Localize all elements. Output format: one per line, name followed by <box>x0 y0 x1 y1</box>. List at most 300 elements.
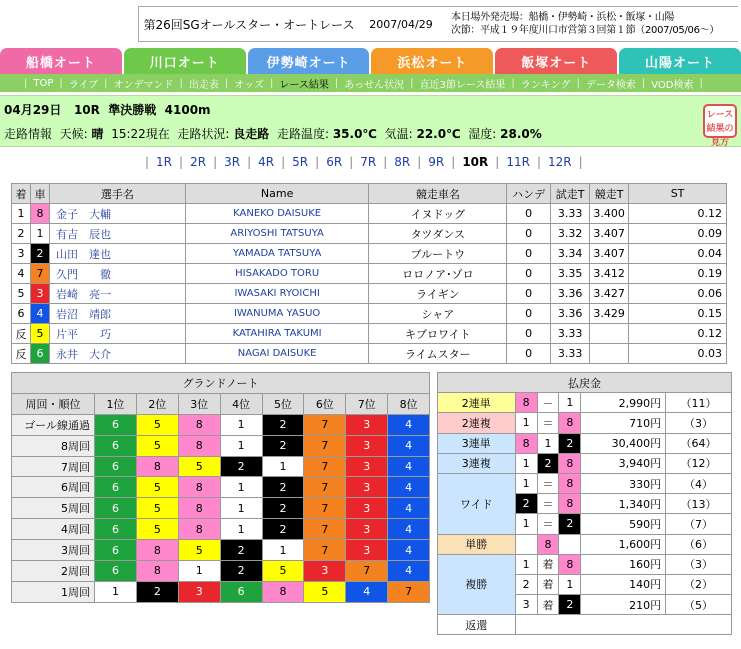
payout-combo-first <box>515 534 537 554</box>
payout-combo-car: 1 <box>559 393 581 413</box>
nav-item-8[interactable]: 直近3節レース結果 <box>419 79 506 91</box>
payout-amount: 30,400円 <box>581 433 666 453</box>
lap-position-car: 5 <box>136 435 178 456</box>
bike-name: タツダンス <box>369 224 507 244</box>
race-link-6R[interactable]: 6R <box>326 155 343 169</box>
bet-type: 単勝 <box>438 534 516 554</box>
hum-label: 湿度: <box>468 127 497 141</box>
cond-time: 15:22現在 <box>111 127 170 141</box>
tab-track-4[interactable]: 浜松オート <box>371 48 493 74</box>
entry-row <box>12 304 727 324</box>
payout-refund-cells <box>515 615 731 635</box>
trial-time: 3.33 <box>551 344 590 364</box>
lap-position-car: 4 <box>388 477 430 498</box>
payout-popularity: （3） <box>666 413 732 433</box>
handicap: 0 <box>507 244 551 264</box>
grand-note-row <box>12 414 430 435</box>
lap-position-car: 5 <box>136 498 178 519</box>
payout-combo-first: 2 <box>515 574 537 594</box>
lap-position-car: 8 <box>178 414 220 435</box>
lap-position-car: 7 <box>346 561 388 582</box>
trial-time: 3.34 <box>551 244 590 264</box>
race-time: 3.407 <box>590 244 629 264</box>
grand-note-row <box>12 540 430 561</box>
payout-combo-car: 2 <box>559 595 581 615</box>
payout-row <box>438 453 732 473</box>
race-link-separator: | <box>179 155 184 169</box>
payout-combo-car: 8 <box>559 413 581 433</box>
payout-amount: 710円 <box>581 413 666 433</box>
header-notice <box>443 11 738 37</box>
tab-track-5[interactable]: 飯塚オート <box>495 48 617 74</box>
payout-row <box>438 433 732 453</box>
lap-position-car: 8 <box>262 581 304 602</box>
trial-time: 3.33 <box>551 324 590 344</box>
start-timing: 0.09 <box>629 224 727 244</box>
car-number: 7 <box>30 264 49 284</box>
nav-separator: | <box>576 77 580 89</box>
payout-combo-sep: ＝ <box>537 413 559 433</box>
lap-position-car: 8 <box>178 435 220 456</box>
race-distance: 4100m <box>164 103 211 117</box>
nav-item-3[interactable]: オンデマンド <box>113 79 174 91</box>
entries-table <box>11 183 727 364</box>
entries-header: ST <box>629 184 727 204</box>
racer-name[interactable]: 久門 徹 <box>49 264 185 284</box>
result-guide-button[interactable]: レース結果の見方 <box>703 104 737 138</box>
nav-separator: | <box>59 77 63 89</box>
payout-combo-car: 2 <box>559 514 581 534</box>
grand-note-header: 5位 <box>262 393 304 414</box>
lap-position-car: 2 <box>262 498 304 519</box>
lap-position-car: 3 <box>346 519 388 540</box>
notice-next: 次節：平成１９年度川口市営第３回第１節（2007/05/06～） <box>451 25 720 36</box>
payout-combo-car: 1 <box>537 433 559 453</box>
payout-amount: 160円 <box>581 554 666 574</box>
race-link-3R[interactable]: 3R <box>224 155 241 169</box>
nav-item-9[interactable]: ランキング <box>520 79 571 91</box>
air-value: 22.0℃ <box>416 127 461 141</box>
payout-amount: 210円 <box>581 595 666 615</box>
racer-name[interactable]: 岩崎 亮一 <box>49 284 185 304</box>
lap-position-car: 7 <box>304 519 346 540</box>
nav-item-5[interactable]: オッズ <box>234 79 264 91</box>
handicap: 0 <box>507 204 551 224</box>
lap-position-car: 8 <box>178 477 220 498</box>
bet-type: 2連単 <box>438 393 516 413</box>
racer-name[interactable]: 岩沼 靖郎 <box>49 304 185 324</box>
grand-note-row <box>12 435 430 456</box>
entries-header: 車 <box>30 184 49 204</box>
start-timing: 0.19 <box>629 264 727 284</box>
grand-note-header: 8位 <box>388 393 430 414</box>
grand-note-header: 1位 <box>95 393 137 414</box>
lap-position-car: 7 <box>304 477 346 498</box>
payout-combo-car: 8 <box>515 393 537 413</box>
racer-name-en[interactable]: IWASAKI RYOICHI <box>185 284 369 304</box>
lap-position-car: 1 <box>262 456 304 477</box>
tab-track-1[interactable]: 船橋オート <box>0 48 122 74</box>
race-link-5R[interactable]: 5R <box>292 155 309 169</box>
lap-position-car: 2 <box>220 456 262 477</box>
lap-position-car: 4 <box>388 414 430 435</box>
lap-position-car: 7 <box>304 435 346 456</box>
lap-position-car: 2 <box>220 561 262 582</box>
lap-position-car: 4 <box>388 456 430 477</box>
finish-position: 2 <box>12 224 31 244</box>
main-nav <box>0 74 741 92</box>
race-time <box>590 344 629 364</box>
bike-name: ライギン <box>369 284 507 304</box>
payout-combo-car: 8 <box>537 534 559 554</box>
start-timing: 0.04 <box>629 244 727 264</box>
racer-name-en[interactable]: NAGAI DAISUKE <box>185 344 369 364</box>
grand-note-row <box>12 456 430 477</box>
payout-combo-sep: ＝ <box>537 473 559 493</box>
lap-position-car: 6 <box>95 435 137 456</box>
racer-name[interactable]: 片平 巧 <box>49 324 185 344</box>
lap-position-car: 4 <box>388 519 430 540</box>
nav-separator: | <box>24 77 28 89</box>
payout-popularity: （13） <box>666 494 732 514</box>
bike-name: キブロワイト <box>369 324 507 344</box>
bet-type: 3連単 <box>438 433 516 453</box>
finish-position: 4 <box>12 264 31 284</box>
lap-position-car: 3 <box>346 414 388 435</box>
race-link-8R[interactable]: 8R <box>394 155 411 169</box>
handicap: 0 <box>507 264 551 284</box>
racer-name-en[interactable]: HISAKADO TORU <box>185 264 369 284</box>
lap-label: 8周回 <box>12 435 95 456</box>
lap-position-car: 1 <box>220 498 262 519</box>
nav-item-6[interactable]: レース結果 <box>279 79 329 91</box>
weather-label: 天候: <box>59 127 88 141</box>
lap-label: 4周回 <box>12 519 95 540</box>
lap-position-car: 5 <box>136 519 178 540</box>
nav-item-10[interactable]: データ検索 <box>585 79 636 91</box>
racer-name-en[interactable]: KATAHIRA TAKUMI <box>185 324 369 344</box>
lap-position-car: 2 <box>262 414 304 435</box>
nav-separator: | <box>104 77 108 89</box>
finish-position: 6 <box>12 304 31 324</box>
lap-position-car: 1 <box>220 477 262 498</box>
entries-header: Name <box>185 184 369 204</box>
grand-note-row <box>12 498 430 519</box>
nav-separator: | <box>410 77 414 89</box>
payout-amount: 3,940円 <box>581 453 666 473</box>
bet-type: 2連複 <box>438 413 516 433</box>
payout-popularity: （7） <box>666 514 732 534</box>
race-link-separator: | <box>349 155 354 169</box>
racer-name[interactable]: 山田 達也 <box>49 244 185 264</box>
finish-position: 3 <box>12 244 31 264</box>
temp-value: 35.0℃ <box>332 127 377 141</box>
race-name: 準決勝戦 <box>108 103 157 117</box>
payout-row <box>438 615 732 635</box>
grand-note-header: 3位 <box>178 393 220 414</box>
race-link-separator: | <box>281 155 286 169</box>
lap-position-car: 2 <box>262 477 304 498</box>
race-link-separator: | <box>451 155 456 169</box>
cond-label: 走路情報 <box>4 127 53 141</box>
lap-position-car: 5 <box>136 477 178 498</box>
race-link-7R[interactable]: 7R <box>360 155 377 169</box>
lap-label: 5周回 <box>12 498 95 519</box>
race-number: 10R <box>73 103 100 117</box>
handicap: 0 <box>507 344 551 364</box>
trial-time: 3.36 <box>551 284 590 304</box>
race-link-10R[interactable]: 10R <box>462 155 489 169</box>
racer-name-en[interactable]: YAMADA TATSUYA <box>185 244 369 264</box>
track-label: 走路状況: <box>177 127 230 141</box>
payout-combo-car: 1 <box>515 453 537 473</box>
payout-combo-sep: － <box>537 393 559 413</box>
track-conditions <box>4 125 542 142</box>
car-number: 6 <box>30 344 49 364</box>
event-date: 2007/04/29 <box>369 17 433 31</box>
lap-position-car: 1 <box>262 540 304 561</box>
bike-name: シャア <box>369 304 507 324</box>
payout-row <box>438 393 732 413</box>
lap-position-car: 8 <box>178 498 220 519</box>
hum-value: 28.0% <box>500 127 542 141</box>
lap-position-car: 6 <box>95 477 137 498</box>
car-number: 3 <box>30 284 49 304</box>
payout-combo-car: 8 <box>559 473 581 493</box>
race-link-1R[interactable]: 1R <box>156 155 173 169</box>
payout-combo-car: 2 <box>537 453 559 473</box>
lap-label: 6周回 <box>12 477 95 498</box>
track-value: 良走路 <box>233 127 270 141</box>
race-number-links <box>0 153 741 171</box>
race-link-separator: | <box>578 155 583 169</box>
lap-position-car: 3 <box>346 477 388 498</box>
lap-position-car: 6 <box>95 456 137 477</box>
entry-row <box>12 264 727 284</box>
finish-position: 反 <box>12 324 31 344</box>
race-link-separator: | <box>315 155 320 169</box>
tab-track-3[interactable]: 伊勢崎オート <box>248 48 370 74</box>
payout-amount: 140円 <box>581 574 666 594</box>
payout-popularity: （12） <box>666 453 732 473</box>
car-number: 8 <box>30 204 49 224</box>
race-link-4R[interactable]: 4R <box>258 155 275 169</box>
car-number: 2 <box>30 244 49 264</box>
payout-title: 払戻金 <box>438 373 732 393</box>
lap-position-car: 1 <box>178 561 220 582</box>
race-link-separator: | <box>145 155 150 169</box>
payout-combo-first: 1 <box>515 554 537 574</box>
lap-position-car: 3 <box>346 435 388 456</box>
grand-note-table <box>11 372 430 603</box>
payout-popularity: （2） <box>666 574 732 594</box>
nav-item-2[interactable]: ライブ <box>68 79 99 91</box>
payout-row <box>438 473 732 493</box>
lap-position-car: 5 <box>262 561 304 582</box>
race-link-separator: | <box>247 155 252 169</box>
racer-name[interactable]: 永井 大介 <box>49 344 185 364</box>
lap-position-car: 1 <box>220 414 262 435</box>
entry-row <box>12 204 727 224</box>
payout-amount: 2,990円 <box>581 393 666 413</box>
nav-item-1[interactable]: TOP <box>33 77 54 89</box>
payout-combo-car: 8 <box>559 494 581 514</box>
payout-row <box>438 554 732 574</box>
payout-popularity: （64） <box>666 433 732 453</box>
handicap: 0 <box>507 304 551 324</box>
lap-label: 7周回 <box>12 456 95 477</box>
nav-separator: | <box>224 77 229 89</box>
temp-label: 走路温度: <box>276 127 329 141</box>
payout-combo-first: 1 <box>515 514 537 534</box>
payout-table <box>437 372 732 635</box>
car-number: 5 <box>30 324 49 344</box>
bike-name: イヌドッグ <box>369 204 507 224</box>
lap-position-car: 5 <box>304 581 346 602</box>
nav-separator: | <box>179 77 183 89</box>
lap-position-car: 5 <box>178 456 220 477</box>
lap-label: 1周回 <box>12 581 95 602</box>
bet-type: 3連複 <box>438 453 516 473</box>
payout-row <box>438 413 732 433</box>
air-label: 気温: <box>384 127 413 141</box>
racer-name-en[interactable]: IWANUMA YASUO <box>185 304 369 324</box>
payout-popularity: （11） <box>666 393 732 413</box>
lap-position-car: 6 <box>95 519 137 540</box>
payout-combo-first: 2 <box>515 494 537 514</box>
lap-position-car: 8 <box>178 519 220 540</box>
lap-position-car: 2 <box>262 519 304 540</box>
lap-position-car: 8 <box>136 540 178 561</box>
car-number: 4 <box>30 304 49 324</box>
grand-note-header: 7位 <box>346 393 388 414</box>
payout-combo-first: 1 <box>515 473 537 493</box>
tab-track-2[interactable]: 川口オート <box>124 48 246 74</box>
lap-position-car: 4 <box>388 540 430 561</box>
lap-position-car: 3 <box>304 561 346 582</box>
lap-label: 3周回 <box>12 540 95 561</box>
entry-row <box>12 344 727 364</box>
entries-header: 競走T <box>590 184 629 204</box>
nav-item-4[interactable]: 出走表 <box>188 79 219 91</box>
payout-amount: 590円 <box>581 514 666 534</box>
trial-time: 3.35 <box>551 264 590 284</box>
payout-combo-first: 3 <box>515 595 537 615</box>
entry-row <box>12 244 727 264</box>
lap-position-car: 2 <box>262 435 304 456</box>
payout-amount: 330円 <box>581 473 666 493</box>
payout-combo-sep: ＝ <box>537 514 559 534</box>
racer-name-en[interactable]: KANEKO DAISUKE <box>185 204 369 224</box>
race-link-separator: | <box>495 155 500 169</box>
payout-combo-sep: ＝ <box>537 494 559 514</box>
payout-combo-sep: 着 <box>537 554 559 574</box>
trial-time: 3.32 <box>551 224 590 244</box>
race-link-9R[interactable]: 9R <box>428 155 445 169</box>
payout-combo-car: 1 <box>515 413 537 433</box>
payout-combo-sep: 着 <box>537 574 559 594</box>
race-time: 3.427 <box>590 284 629 304</box>
lap-position-car: 4 <box>388 498 430 519</box>
lap-position-car: 3 <box>346 498 388 519</box>
race-link-2R[interactable]: 2R <box>190 155 207 169</box>
payout-combo-car: 8 <box>559 554 581 574</box>
payout-combo-car: 1 <box>559 574 581 594</box>
lap-position-car: 7 <box>304 498 346 519</box>
payout-popularity: （4） <box>666 473 732 493</box>
racer-name[interactable]: 金子 大輔 <box>49 204 185 224</box>
track-tabs <box>0 48 741 74</box>
race-link-separator: | <box>213 155 218 169</box>
start-timing: 0.03 <box>629 344 727 364</box>
lap-position-car: 1 <box>95 581 137 602</box>
race-time: 3.400 <box>590 204 629 224</box>
nav-item-7[interactable]: あっせん状況 <box>344 79 405 91</box>
start-timing: 0.12 <box>629 324 727 344</box>
tab-track-6[interactable]: 山陽オート <box>619 48 741 74</box>
lap-position-car: 7 <box>304 540 346 561</box>
nav-separator: | <box>699 77 703 89</box>
lap-position-car: 1 <box>220 435 262 456</box>
entries-header: 試走T <box>551 184 590 204</box>
bike-name: ライムスター <box>369 344 507 364</box>
race-time: 3.429 <box>590 304 629 324</box>
payout-combo-sep: 着 <box>537 595 559 615</box>
payout-popularity: （6） <box>666 534 732 554</box>
payout-popularity: （3） <box>666 554 732 574</box>
lap-position-car: 7 <box>304 414 346 435</box>
race-link-12R[interactable]: 12R <box>547 155 572 169</box>
notice-sales: 本日場外発売場：船橋・伊勢崎・浜松・飯塚・山陽 <box>451 12 675 23</box>
start-timing: 0.15 <box>629 304 727 324</box>
racer-name-en[interactable]: ARIYOSHI TATSUYA <box>185 224 369 244</box>
bet-type: 複勝 <box>438 554 516 615</box>
payout-amount: 1,340円 <box>581 494 666 514</box>
lap-position-car: 6 <box>95 498 137 519</box>
payout-combo-car: 8 <box>559 453 581 473</box>
handicap: 0 <box>507 284 551 304</box>
nav-item-11[interactable]: VOD検索 <box>651 79 694 91</box>
grand-note-row <box>12 561 430 582</box>
payout-combo-blank <box>559 534 581 554</box>
lap-position-car: 4 <box>388 561 430 582</box>
race-time: 3.412 <box>590 264 629 284</box>
finish-position: 5 <box>12 284 31 304</box>
bet-type: ワイド <box>438 473 516 534</box>
lap-position-car: 6 <box>95 540 137 561</box>
lap-position-car: 5 <box>178 540 220 561</box>
finish-position: 反 <box>12 344 31 364</box>
bike-name: ブルートウ <box>369 244 507 264</box>
race-date: 04月29日 <box>4 103 62 117</box>
race-link-11R[interactable]: 11R <box>506 155 530 169</box>
start-timing: 0.12 <box>629 204 727 224</box>
entries-header: 着 <box>12 184 31 204</box>
racer-name[interactable]: 有吉 辰也 <box>49 224 185 244</box>
trial-time: 3.33 <box>551 204 590 224</box>
payout-combo-car: 2 <box>559 433 581 453</box>
handicap: 0 <box>507 324 551 344</box>
lap-position-car: 1 <box>220 519 262 540</box>
lap-position-car: 3 <box>178 581 220 602</box>
race-link-separator: | <box>383 155 388 169</box>
handicap: 0 <box>507 224 551 244</box>
grand-note-header: 周回・順位 <box>12 393 95 414</box>
payout-combo-car: 8 <box>515 433 537 453</box>
nav-separator: | <box>334 77 339 89</box>
lap-position-car: 6 <box>95 561 137 582</box>
lap-position-car: 2 <box>136 581 178 602</box>
